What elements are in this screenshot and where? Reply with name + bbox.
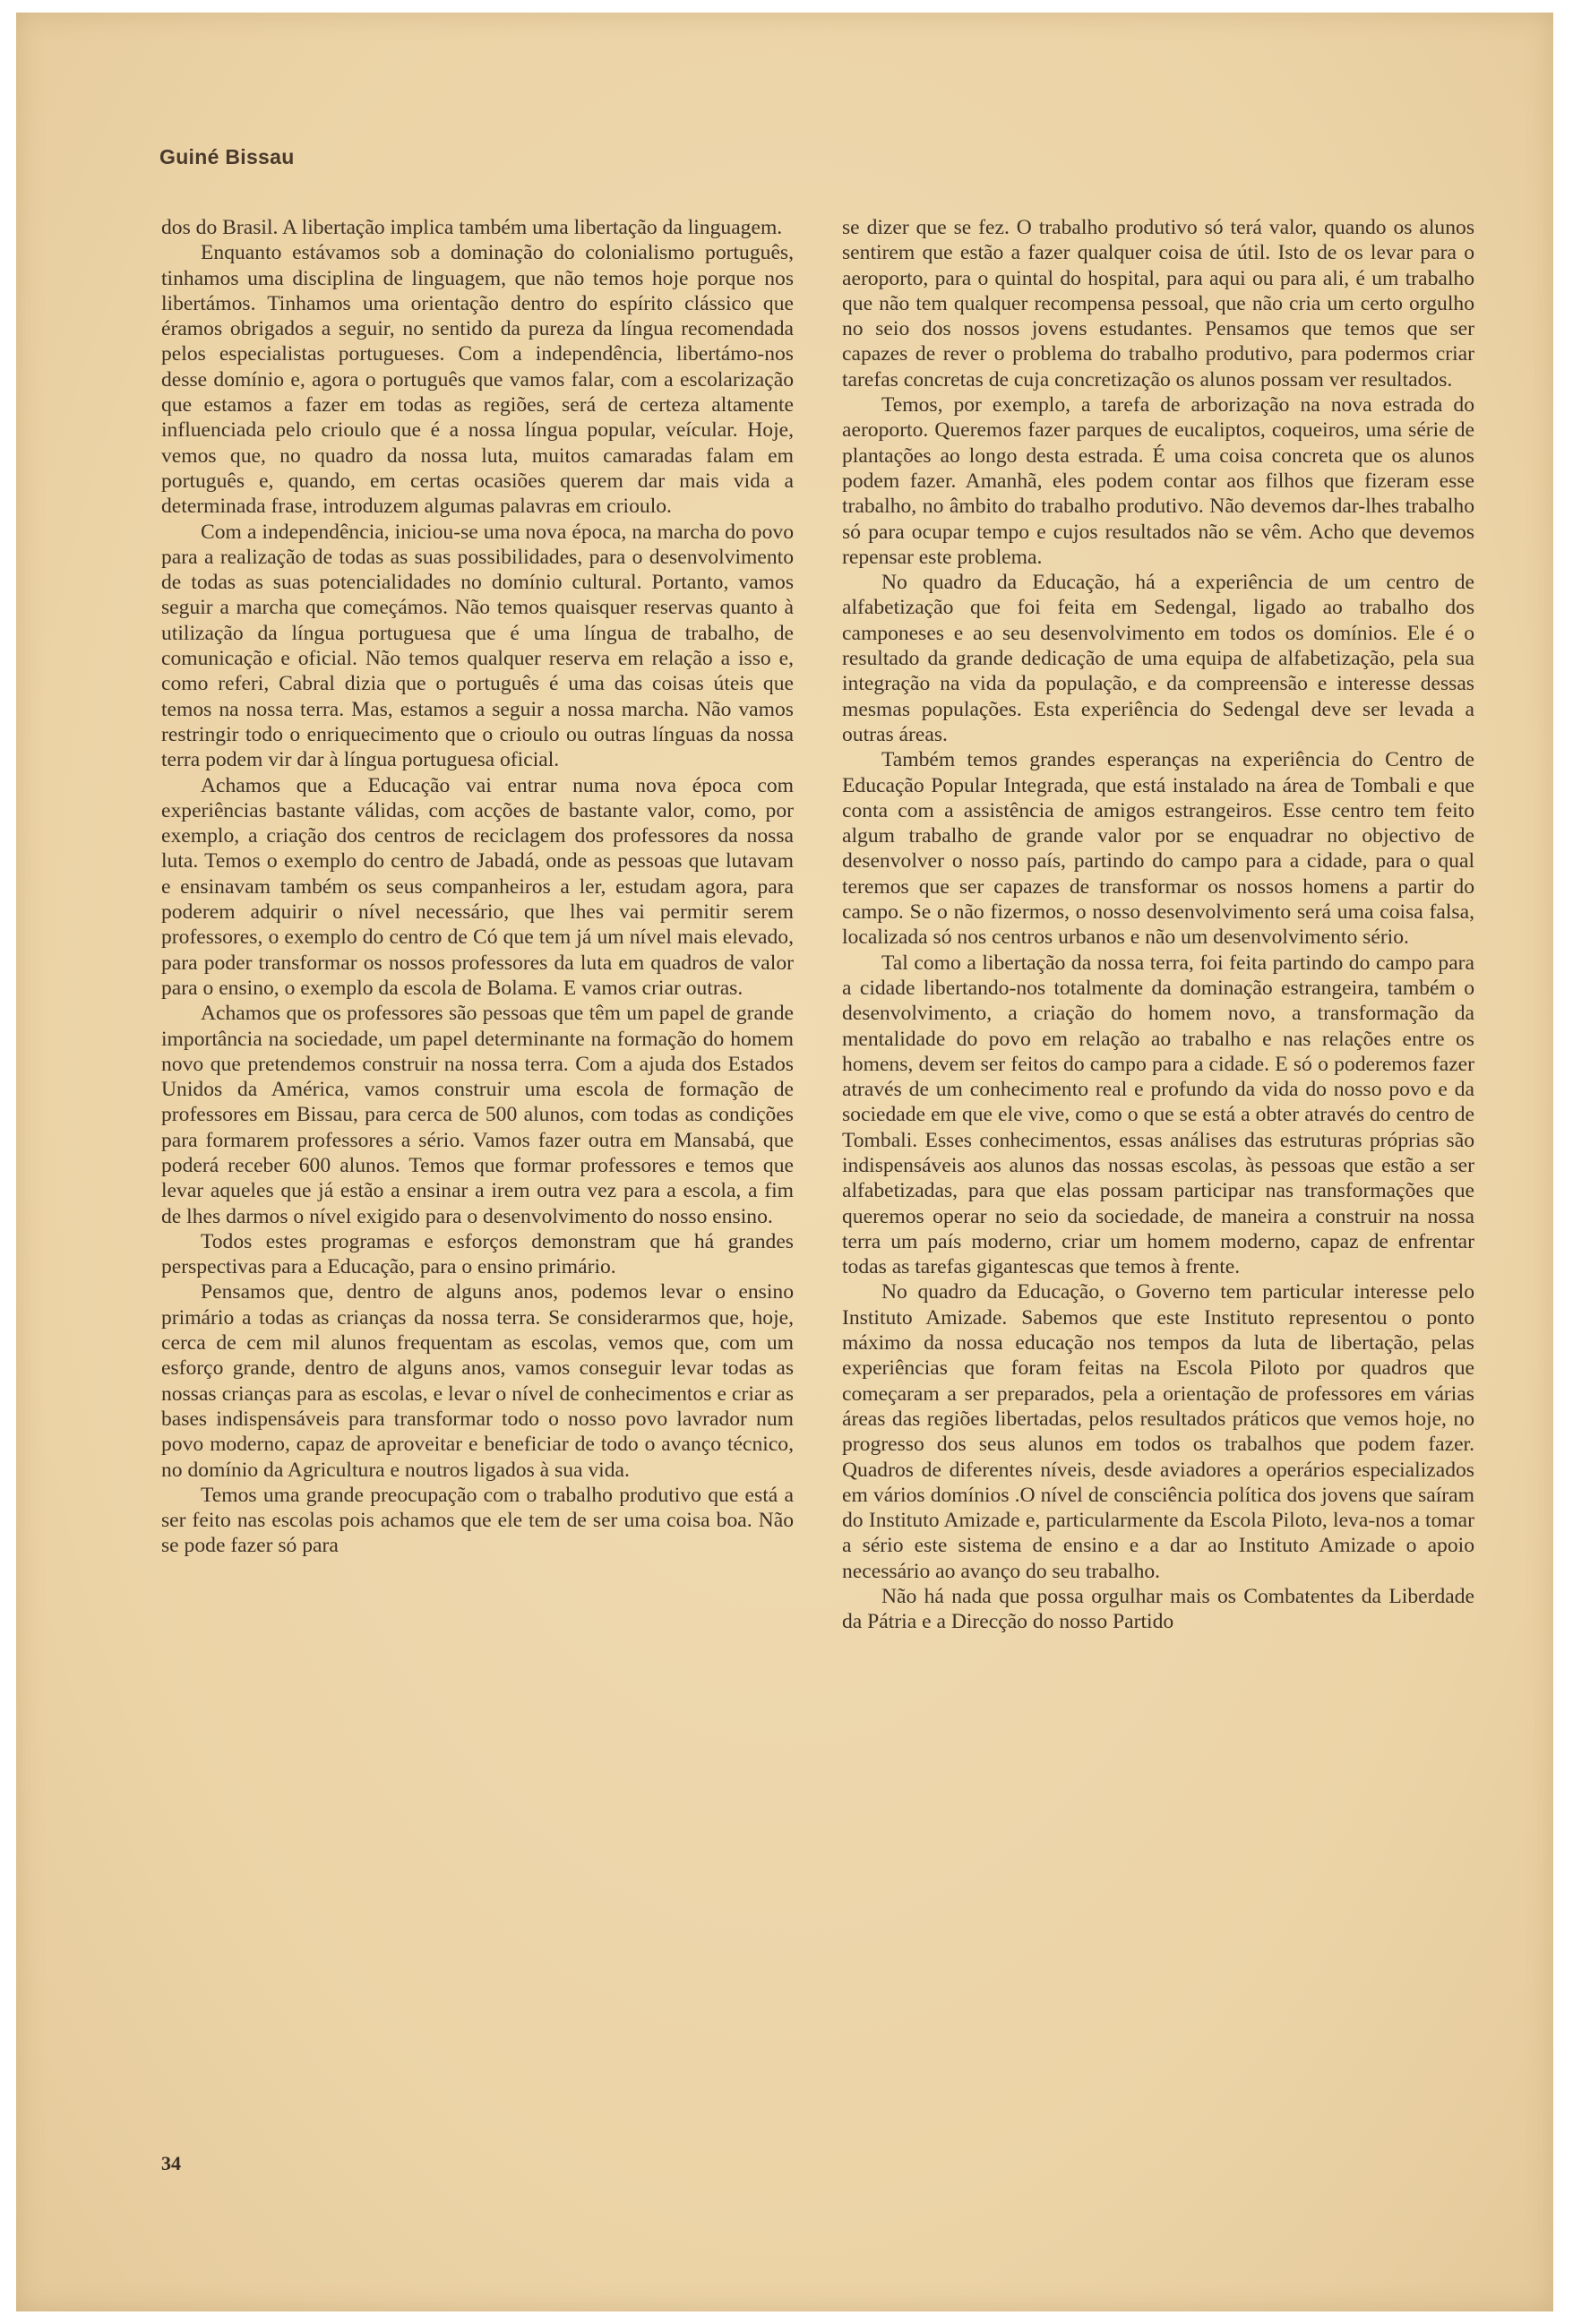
paragraph: Enquanto estávamos sob a dominação do colonialismo português, tinhamos uma disciplina de linguagem, que não temos hoje porque nos libertámos. Tinhamos uma orientação dentro do espírito clássico que éramos obrigados a seguir, no sentido da pureza da língua recomendada pelos especialistas portugueses. Com a independência, libertámo-nos desse domínio e, agora o português que vamos falar, com a escolarização que estamos a fazer em todas as regiões, será de certeza altamente influenciada pelo crioulo que é a nossa língua popular, veícular. Hoje, vemos que, no quadro da nossa luta, muitos camaradas falam em português e, quando, em certas ocasiões querem dar mais vida a determinada frase, introduzem algumas palavras em crioulo. xyxy=(161,241,794,519)
right-column xyxy=(842,215,1474,1635)
paragraph: No quadro da Educação, o Governo tem particular interesse pelo Instituto Amizade. Sabemos que este Instituto representou o ponto máximo da nossa educação nos tempos da luta de libertação, pelas experiências que foram feitas na Escola Piloto por quadros que começaram a ser preparados, pela a orientação de professores em várias áreas das regiões libertadas, pelos resultados práticos que vemos hoje, no progresso dos seus alunos em todos os trabalhos que podem fazer. Quadros de diferentes níveis, desde aviadores a operários especializados em vários domínios .O nível de consciência política dos jovens que saíram do Instituto Amizade e, particularmente da Escola Piloto, leva-nos a tomar a sério este sistema de ensino e a dar ao Instituto Amizade o apoio necessário ao avanço do seu trabalho. xyxy=(842,1280,1474,1583)
paragraph: Temos, por exemplo, a tarefa de arborização na nova estrada do aeroporto. Queremos fazer parques de eucaliptos, coqueiros, uma série de plantações ao longo desta estrada. É uma coisa concreta que os alunos podem fazer. Amanhã, eles podem contar aos filhos que fizeram esse trabalho, no âmbito do trabalho produtivo. Não devemos dar-lhes trabalho só para ocupar tempo e cujos resultados não se vêm. Acho que devemos repensar este problema. xyxy=(842,393,1474,569)
paragraph: Tal como a libertação da nossa terra, foi feita partindo do campo para a cidade libertando-nos totalmente da dominação estrangeira, também o desenvolvimento, a criação do homem novo, a transformação da mentalidade do povo em relação ao trabalho e nas relações entre os homens, devem ser feitos do campo para a cidade. E só o poderemos fazer através de um conhecimento real e profundo da vida do nosso povo e da sociedade em que ele vive, como o que se está a obter através do centro de Tombali. Esses conhecimentos, essas análises das estruturas próprias são indispensáveis aos alunos das nossas escolas, às pessoas que estão a ser alfabetizadas, para que elas possam participar nas transformações que queremos operar no seio da sociedade, de maneira a construir na nossa terra um país moderno, criar um homem moderno, capaz de enfrentar todas as tarefas gigantescas que temos à frente. xyxy=(842,951,1474,1279)
paragraph: Pensamos que, dentro de alguns anos, podemos levar o ensino primário a todas as crianças da nossa terra. Se considerarmos que, hoje, cerca de cem mil alunos frequentam as escolas, vemos que, com um esforço grande, dentro de alguns anos, vamos conseguir levar todas as nossas crianças para as escolas, e levar o nível de conhecimentos e criar as bases indispensáveis para transformar todo o nosso povo lavrador num povo moderno, capaz de aproveitar e beneficiar de todo o avanço técnico, no domínio da Agricultura e noutros ligados à sua vida. xyxy=(161,1280,794,1482)
running-head: Guiné Bissau xyxy=(159,145,295,168)
left-column xyxy=(161,215,794,1559)
paragraph: Temos uma grande preocupação com o trabalho produtivo que está a ser feito nas escolas pois achamos que ele tem de ser uma coisa boa. Não se pode fazer só para xyxy=(161,1483,794,1558)
paragraph: Todos estes programas e esforços demonstram que há grandes perspectivas para a Educação, para o ensino primário. xyxy=(161,1229,794,1279)
paragraph: Não há nada que possa orgulhar mais os Combatentes da Liberdade da Pátria e a Direcção do nosso Partido xyxy=(842,1585,1474,1634)
paragraph: No quadro da Educação, há a experiência de um centro de alfabetização que foi feita em Sedengal, ligado ao trabalho dos camponeses e ao seu desenvolvimento em todos os domínios. Ele é o resultado da grande dedicação de uma equipa de alfabetização, pela sua integração na vida da população, e da compreensão e interesse dessas mesmas populações. Esta experiência do Sedengal deve ser levada a outras áreas. xyxy=(842,571,1474,746)
page-number: 34 xyxy=(161,2152,181,2174)
paragraph: Também temos grandes esperanças na experiência do Centro de Educação Popular Integrada, que está instalado na área de Tombali e que conta com a assistência de amigos estrangeiros. Esse centro tem feito algum trabalho de grande valor por se enquadrar no objectivo de desenvolver o nosso país, partindo do campo para a cidade, para o qual teremos que ser capazes de transformar os nossos homens a partir do campo. Se o não fizermos, o nosso desenvolvimento será uma coisa falsa, localizada só nos centros urbanos e não um desenvolvimento sério. xyxy=(842,748,1474,950)
paragraph: Achamos que a Educação vai entrar numa nova época com experiências bastante válidas, com acções de bastante valor, como, por exemplo, a criação dos centros de reciclagem dos professores da nossa luta. Temos o exemplo do centro de Jabadá, onde as pessoas que lutavam e ensinavam também os seus companheiros a ler, estudam agora, para poderem adquirir o nível necessário, que lhes vai permitir serem professores, o exemplo do centro de Có que tem já um nível mais elevado, para poder transformar os nossos professores da luta em quadros de valor para o ensino, o exemplo da escola de Bolama. E vamos criar outras. xyxy=(161,773,794,1000)
paragraph: se dizer que se fez. O trabalho produtivo só terá valor, quando os alunos sentirem que estão a fazer qualquer coisa de útil. Isto de os levar para o aeroporto, para o quintal do hospital, para aqui ou para ali, é um trabalho que não tem qualquer recompensa pessoal, que não cria um certo orgulho no seio dos nossos jovens estudantes. Pensamos que temos que ser capazes de rever o problema do trabalho produtivo, para podermos criar tarefas concretas de cuja concretização os alunos possam ver resultados. xyxy=(842,216,1474,392)
paragraph: dos do Brasil. A libertação implica também uma libertação da linguagem. xyxy=(161,216,783,239)
magazine-page xyxy=(16,13,1553,2311)
paragraph: Com a independência, iniciou-se uma nova época, na marcha do povo para a realização de todas as suas possibilidades, para o desenvolvimento de todas as suas potencialidades no domínio cultural. Portanto, vamos seguir a marcha que começámos. Não temos quaisquer reservas quanto à utilização da língua portuguesa que é uma língua de trabalho, de comunicação e oficial. Não temos qualquer reserva em relação a isso e, como referi, Cabral dizia que o português é uma das coisas úteis que temos na nossa terra. Mas, estamos a seguir a nossa marcha. Não vamos restringir todo o enriquecimento que o crioulo ou outras línguas da nossa terra podem vir dar à língua portuguesa oficial. xyxy=(161,520,794,772)
paragraph: Achamos que os professores são pessoas que têm um papel de grande importância na sociedade, um papel determinante na formação do homem novo que pretendemos construir na nossa terra. Com a ajuda dos Estados Unidos da América, vamos construir uma escola de formação de professores em Bissau, para cerca de 500 alunos, com todas as condições para formarem professores a sério. Vamos fazer outra em Mansabá, que poderá receber 600 alunos. Temos que formar professores e temos que levar aqueles que já estão a ensinar a irem outra vez para a escola, a fim de lhes darmos o nível exigido para o desenvolvimento do nosso ensino. xyxy=(161,1002,794,1228)
